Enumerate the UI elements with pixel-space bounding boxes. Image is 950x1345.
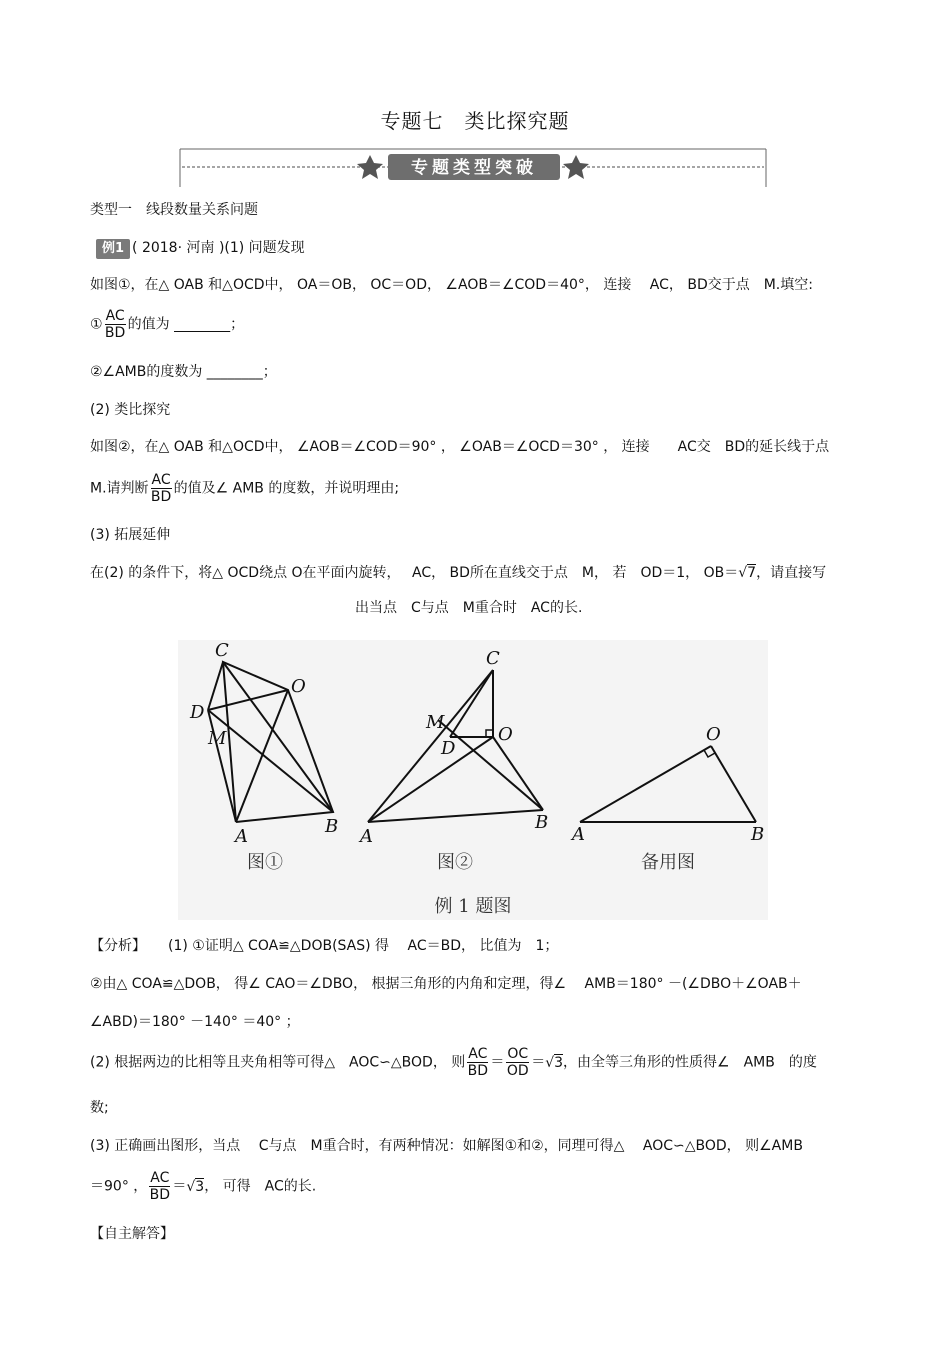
analysis-line1: 【分析】 (1) ①证明△ COA≌△DOB(SAS) 得 AC＝BD， 比值为 1；	[90, 938, 559, 954]
fig1-caption: 图①	[247, 852, 283, 873]
page-title: 专题七 类比探究题	[380, 109, 570, 133]
q2-heading: (2) 类比探究	[90, 402, 171, 418]
fig1-label-d: D	[190, 702, 205, 723]
q1-item1: ① $\frac{AC}{BD}$ 的值为 ________；	[90, 308, 245, 341]
fraction: $\frac{OC}{OD}$	[506, 1046, 529, 1079]
fig3-caption: 备用图	[641, 852, 695, 873]
self-answer-heading: 【自主解答】	[90, 1226, 174, 1242]
example-badge: 例1	[96, 239, 130, 259]
q2-line2: M.请判断 $\frac{AC}{BD}$ 的值及∠ AMB 的度数，并说明理由;	[90, 472, 400, 505]
banner-text: 专题类型突破	[411, 158, 537, 178]
analysis-line5: 数;	[90, 1100, 109, 1116]
sqrt-symbol: √3	[186, 1178, 205, 1195]
fig2-caption: 图②	[437, 852, 473, 873]
fig1-label-b: B	[325, 816, 339, 837]
section-banner	[178, 145, 768, 189]
sqrt-symbol: √3	[545, 1054, 564, 1071]
q2-line1: 如图②，在△ OAB 和△OCD中， ∠AOB＝∠COD＝90° ， ∠OAB＝∠OCD＝30° ， 连接 AC交 BD的延长线于点	[90, 439, 830, 455]
fraction: $\frac{AC}{BD}$	[104, 308, 126, 341]
analysis-line4: (2) 根据两边的比相等且夹角相等可得△ AOC∽△BOD， 则 $\frac{AC}{BD}$ ＝ $\frac{OC}{OD}$ ＝√3，由全等三角形的性质得∠ AMB 的度	[90, 1046, 817, 1079]
fig3-label-o: O	[706, 724, 721, 745]
figures-main-caption: 例 1 题图	[434, 896, 512, 917]
fig1-label-m: M	[208, 728, 227, 749]
fig2-label-a: A	[360, 826, 373, 847]
fig2-label-b: B	[535, 812, 549, 833]
fig1-label-a: A	[235, 826, 248, 847]
analysis-heading: 【分析】	[90, 938, 146, 954]
q1-item2: ②∠AMB的度数为 ________；	[90, 364, 277, 380]
example-header	[96, 238, 305, 259]
analysis-line7: ＝90° ， $\frac{AC}{BD}$ ＝√3， 可得 AC的长.	[90, 1170, 317, 1203]
q1-intro: 如图①，在△ OAB 和△OCD中， OA＝OB， OC＝OD， ∠AOB＝∠COD＝40°， 连接 AC， BD交于点 M.填空:	[90, 277, 813, 293]
fraction: $\frac{AC}{BD}$	[467, 1046, 489, 1079]
analysis-line6: (3) 正确画出图形，当点 C与点 M重合时，有两种情况：如解图①和②，同理可得△ AOC∽△BOD， 则∠AMB	[90, 1138, 803, 1154]
fraction: $\frac{AC}{BD}$	[150, 472, 172, 505]
q3-line1: 在(2) 的条件下，将△ OCD绕点 O在平面内旋转， AC， BD所在直线交于点 M， 若 OD＝1， OB＝√7，请直接写	[90, 565, 827, 581]
fig3-label-a: A	[572, 824, 585, 845]
sqrt-symbol: √7	[738, 565, 757, 581]
fig1-label-c: C	[215, 640, 229, 661]
star-right-icon	[563, 155, 589, 179]
fig2-label-c: C	[486, 648, 500, 669]
analysis-line3: ∠ABD)＝180° －140° ＝40° ；	[90, 1014, 300, 1030]
fig1-label-o: O	[291, 676, 306, 697]
q3-line2: 出当点 C与点 M重合时 AC的长.	[355, 600, 583, 616]
fig2-label-o: O	[498, 724, 513, 745]
q3-heading: (3) 拓展延伸	[90, 527, 171, 543]
fig2-label-d: D	[441, 738, 456, 759]
example-figures	[178, 640, 768, 920]
fig3-label-b: B	[751, 824, 765, 845]
fraction: $\frac{AC}{BD}$	[149, 1170, 171, 1203]
fig2-label-m: M	[426, 712, 445, 733]
analysis-line2: ②由△ COA≌△DOB， 得∠ CAO＝∠DBO， 根据三角形的内角和定理，得∠ AMB＝180° －(∠DBO＋∠OAB＋	[90, 976, 802, 992]
section-heading: 类型一 线段数量关系问题	[90, 202, 258, 218]
example-source: ( 2018· 河南 )(1) 问题发现	[132, 240, 305, 256]
star-left-icon	[357, 155, 383, 179]
